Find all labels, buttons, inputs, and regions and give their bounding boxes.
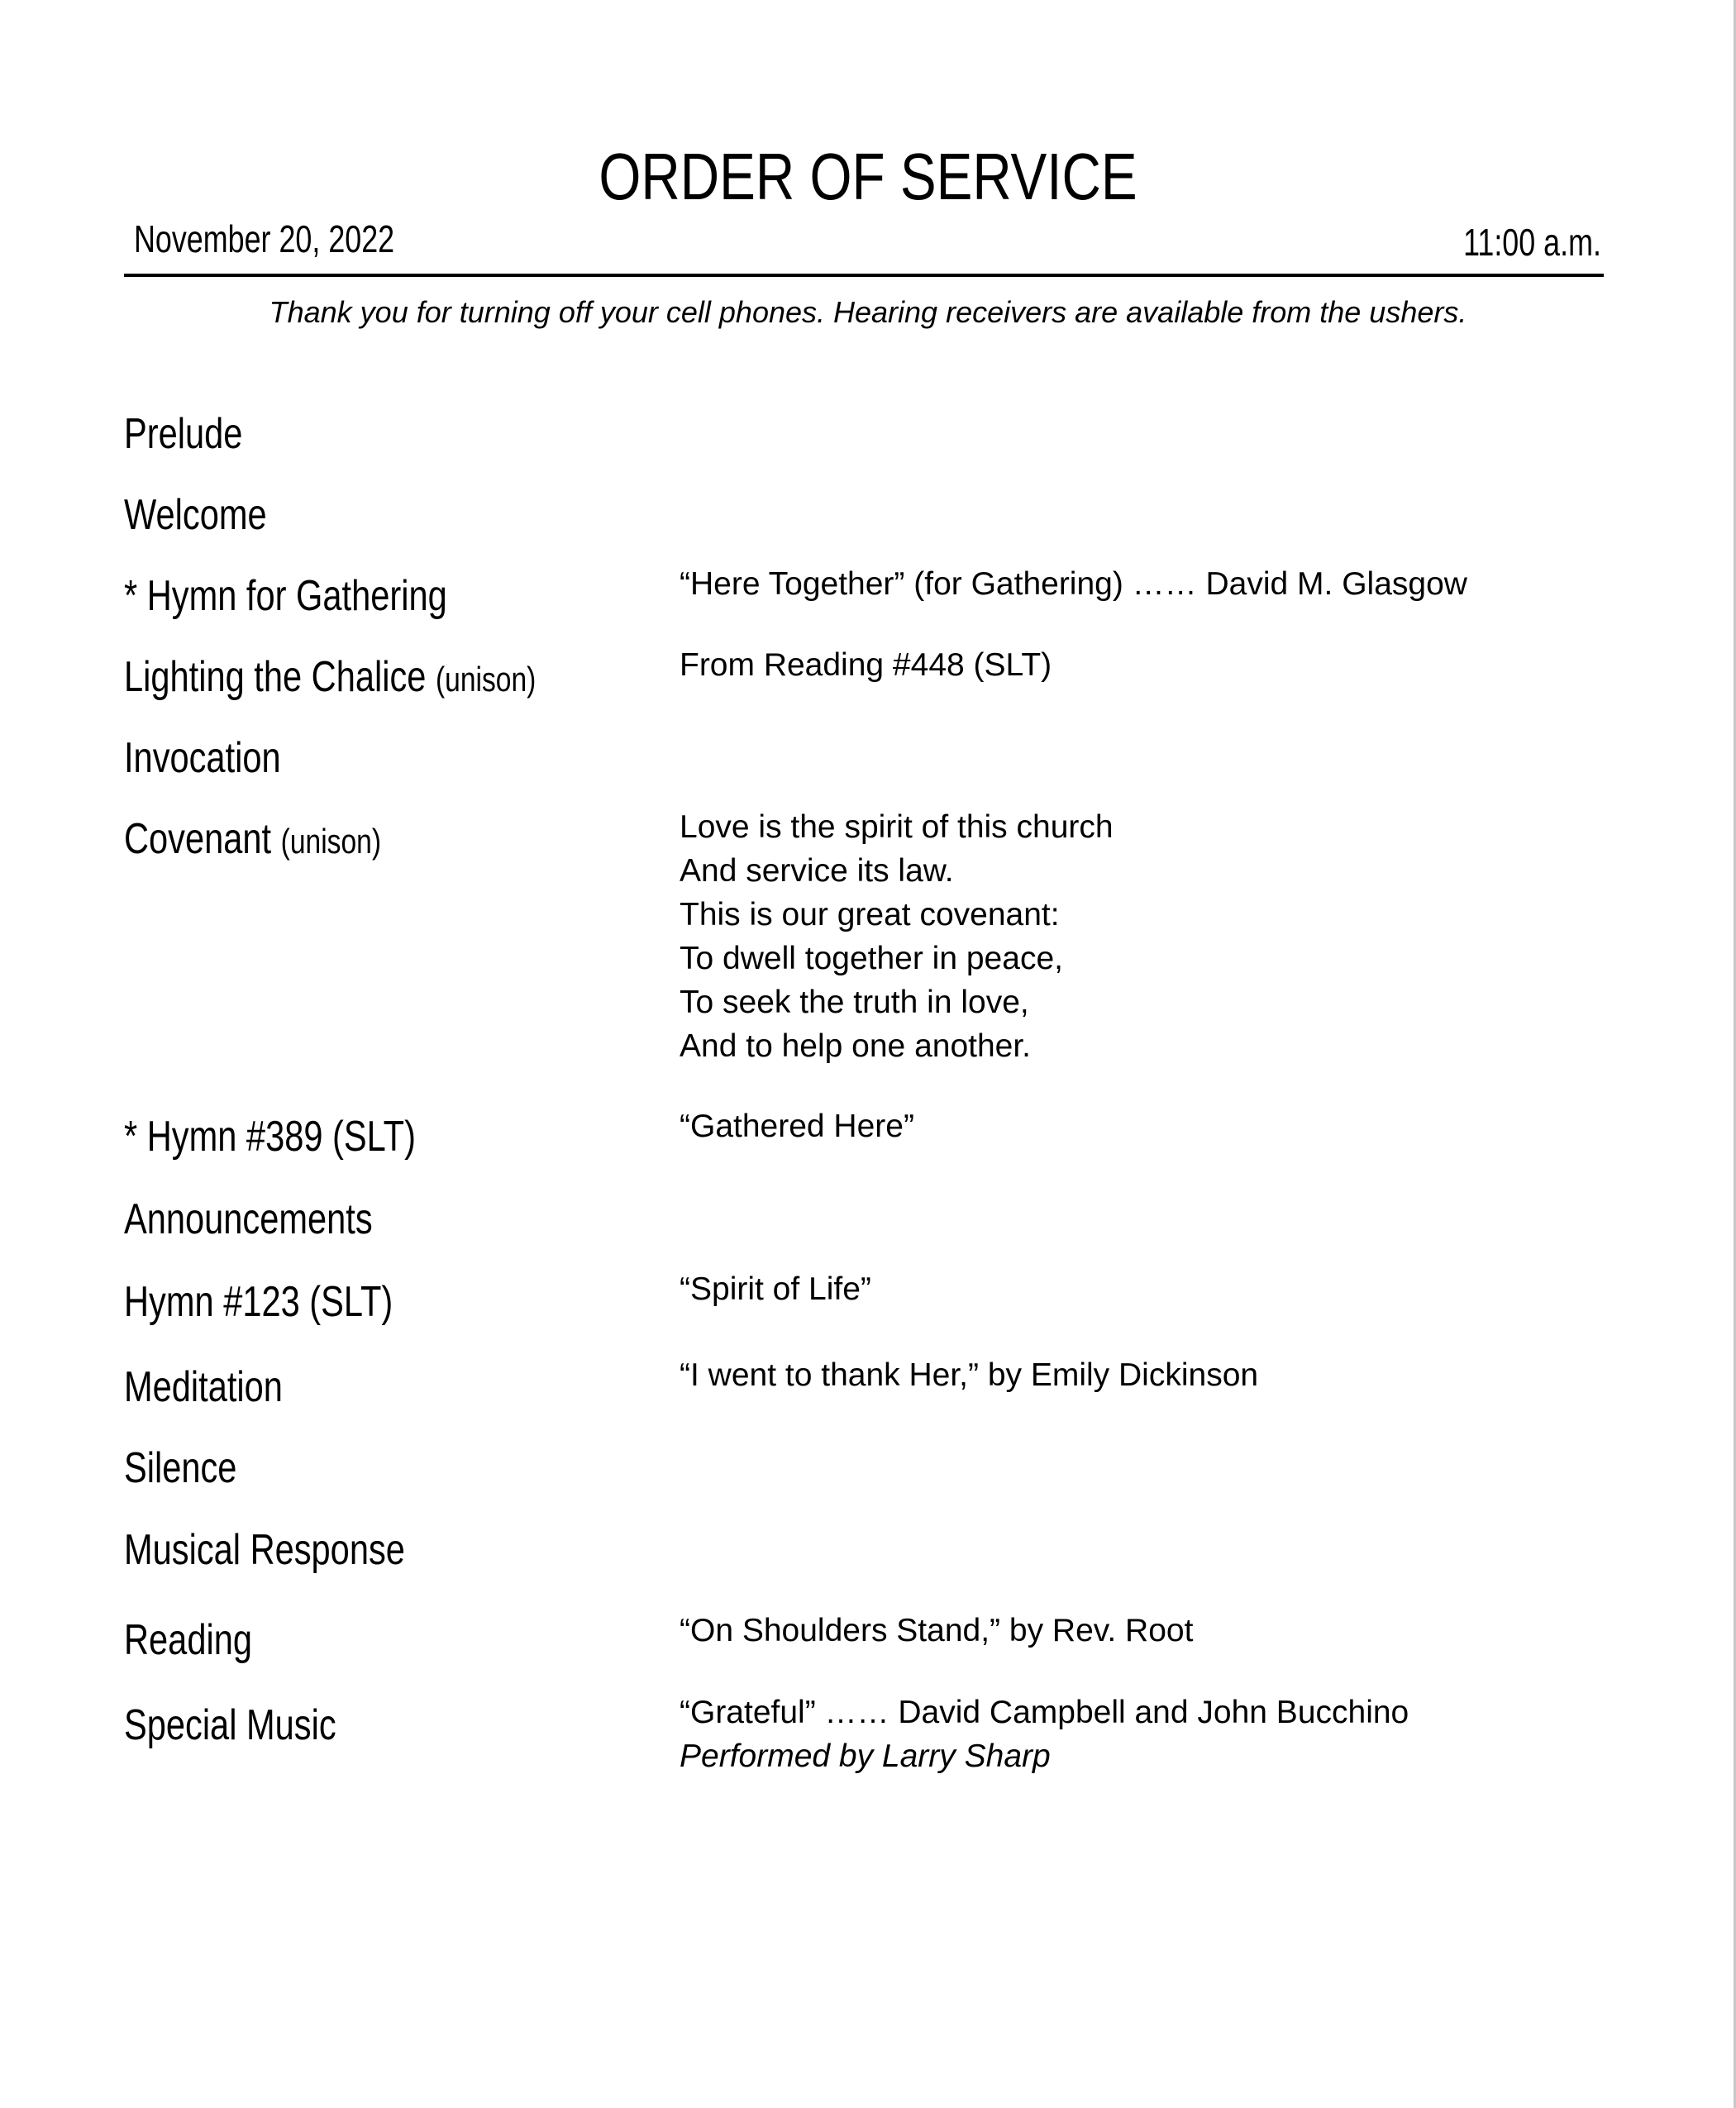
covenant-line: To dwell together in peace, [680,941,1063,976]
service-time: 11:00 a.m. [1463,221,1601,264]
page-title: ORDER OF SERVICE [599,140,1137,213]
covenant-line: And to help one another. [680,1028,1032,1064]
courtesy-note: Thank you for turning off your cell phones. Hearing receivers are available from the ushers. [269,295,1467,329]
service-date: November 20, 2022 [134,217,395,260]
item-meditation [124,1362,283,1412]
item-label: Silence [124,1444,237,1492]
performer-credit: Performed by Larry Sharp [680,1738,1051,1774]
detail-line: “Here Together” (for Gathering) …… David M. Glasgow [680,566,1467,602]
item-hymn-389 [124,1112,416,1161]
item-announcements [124,1195,373,1244]
detail-hymn-389 [680,1104,914,1148]
item-label: Lighting the Chalice [124,653,427,701]
detail-hymn-for-gathering [680,562,1467,606]
item-hymn-for-gathering [124,571,447,621]
item-qualifier: (unison) [435,660,537,699]
item-qualifier: (unison) [280,822,382,861]
detail-line: “Gathered Here” [680,1109,914,1144]
item-label: * Hymn for Gathering [124,572,447,620]
item-label: * Hymn #389 (SLT) [124,1113,416,1161]
detail-line: “Spirit of Life” [680,1271,871,1307]
item-silence [124,1443,236,1493]
detail-lighting-the-chalice [680,643,1052,687]
detail-meditation [680,1353,1258,1397]
header-divider [124,274,1604,277]
item-label: Announcements [124,1195,373,1243]
detail-reading [680,1609,1193,1653]
covenant-line: Love is the spirit of this church [680,809,1114,845]
covenant-line: To seek the truth in love, [680,985,1029,1020]
detail-covenant [680,805,1114,1068]
item-reading [124,1615,252,1665]
item-invocation [124,733,281,783]
item-label: Prelude [124,410,243,458]
item-lighting-the-chalice [124,652,536,704]
item-covenant [124,814,381,866]
item-label: Meditation [124,1363,283,1411]
covenant-line: And service its law. [680,853,954,889]
item-prelude [124,409,242,459]
detail-line: “I went to thank Her,” by Emily Dickinson [680,1357,1259,1393]
item-musical-response [124,1525,405,1575]
item-label: Reading [124,1616,252,1664]
item-label: Special Music [124,1701,336,1749]
item-label: Covenant [124,815,272,863]
item-label: Musical Response [124,1526,405,1574]
detail-line: “On Shoulders Stand,” by Rev. Root [680,1613,1194,1648]
item-label: Hymn #123 (SLT) [124,1278,393,1326]
item-hymn-123 [124,1277,393,1327]
covenant-line: This is our great covenant: [680,897,1060,932]
item-label: Invocation [124,734,281,782]
detail-line: “Grateful” …… David Campbell and John Bucchino [680,1695,1409,1730]
detail-special-music [680,1691,1409,1778]
detail-line: From Reading #448 (SLT) [680,647,1052,683]
item-label: Welcome [124,491,267,539]
detail-hymn-123 [680,1267,871,1311]
item-special-music [124,1700,336,1750]
item-welcome [124,490,267,540]
